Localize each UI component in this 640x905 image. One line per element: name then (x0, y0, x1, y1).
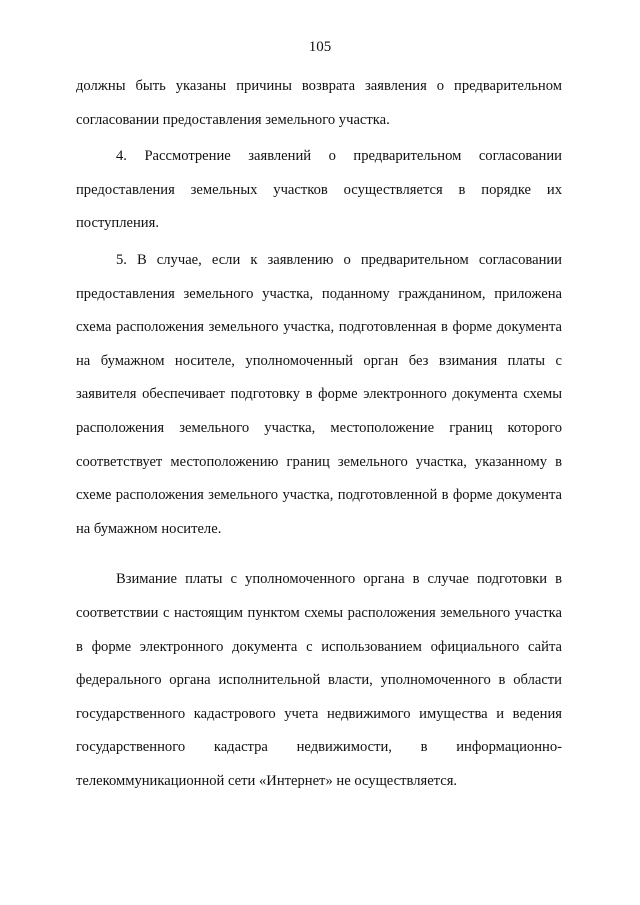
paragraph-item-5: 5. В случае, если к заявлению о предварительном согласовании предоставления земельного участка, поданному гражданином, приложена схема расположения земельного участка, подготовленная в форме документа на бумажном носителе, уполномоченный орган без взимания платы с заявителя обеспечивает подготовку в форме электронного документа схемы расположения земельного участка, местоположение границ которого соответствует местоположению границ земельного участка, указанному в схеме расположения земельного участка, подготовленной в форме документа на бумажном носителе. (76, 251, 562, 537)
paragraph-continuation: должны быть указаны причины возврата заявления о предварительном согласовании предоставления земельного участка. (76, 78, 562, 128)
paragraph-item-4: 4. Рассмотрение заявлений о предварительном согласовании предоставления земельных участков осуществляется в порядке их поступления. (76, 148, 562, 232)
paragraph-fee: Взимание платы с уполномоченного органа в случае подготовки в соответствии с настоящим пунктом схемы расположения земельного участка в форме электронного документа с использованием официального сайта федерального органа исполнительной власти, уполномоченного в области государственного кадастрового учета недвижимого имущества и ведения государственного кадастра недвижимости, в информационно-телекоммуникационной сети «Интернет» не осуществляется. (76, 571, 562, 789)
document-body (76, 70, 562, 798)
page-number: 105 (308, 39, 332, 55)
